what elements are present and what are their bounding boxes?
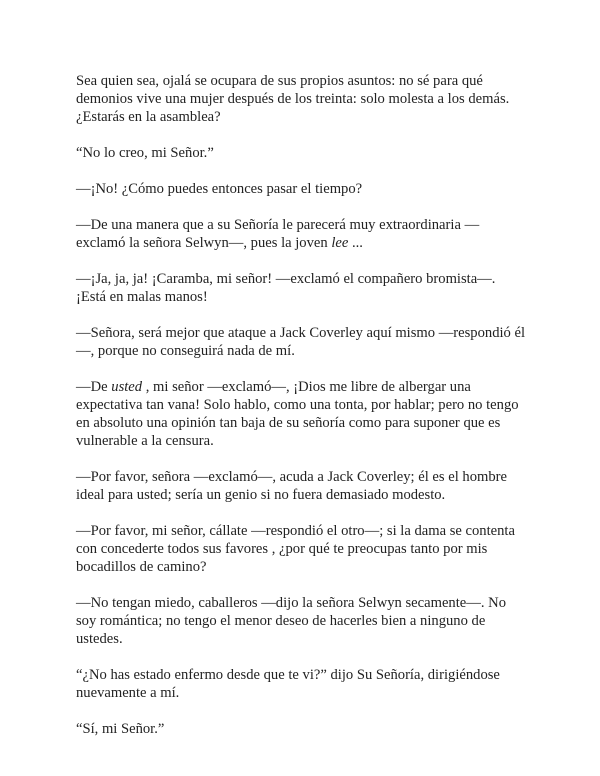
paragraph: —Por favor, mi señor, cállate —respondió el otro—; si la dama se contenta con concederte todos sus favores , ¿por qué te preocupas tanto por mis bocadillos de camino? [76, 523, 515, 575]
body-text [76, 72, 528, 756]
emphasis: lee [331, 235, 349, 251]
paragraph: —De una manera que a su Señoría le parecerá muy extraordinaria — exclamó la señora Selwyn—, pues la joven lee ... [76, 217, 480, 251]
paragraph: “¿No has estado enfermo desde que te vi?” dijo Su Señoría, dirigiéndose nuevamente a mí. [76, 667, 500, 701]
paragraph: —¡No! ¿Cómo puedes entonces pasar el tiempo? [76, 181, 363, 197]
paragraph: —No tengan miedo, caballeros —dijo la señora Selwyn secamente—. No soy romántica; no tengo el menor deseo de hacerles bien a ninguno de ustedes. [76, 595, 506, 647]
paragraph: “Sí, mi Señor.” [76, 721, 165, 737]
paragraph: —Señora, será mejor que ataque a Jack Coverley aquí mismo —respondió él—, porque no conseguirá nada de mí. [76, 325, 526, 359]
emphasis: usted [111, 379, 143, 395]
paragraph: —De usted , mi señor —exclamó—, ¡Dios me libre de albergar una expectativa tan vana! Solo hablo, como una tonta, por hablar; pero no tengo en absoluto una opinión tan baja de su señoría como para suponer que es vulnerable a la censura. [76, 379, 519, 449]
paragraph: —¡Ja, ja, ja! ¡Caramba, mi señor! —exclamó el compañero bromista—. ¡Está en malas manos! [76, 271, 496, 305]
paragraph: Sea quien sea, ojalá se ocupara de sus propios asuntos: no sé para qué demonios vive una mujer después de los treinta: solo molesta a los demás. ¿Estarás en la asamblea? [76, 73, 510, 125]
paragraph: —Por favor, señora —exclamó—, acuda a Jack Coverley; él es el hombre ideal para usted; sería un genio si no fuera demasiado modesto. [76, 469, 507, 503]
paragraph: “No lo creo, mi Señor.” [76, 145, 214, 161]
